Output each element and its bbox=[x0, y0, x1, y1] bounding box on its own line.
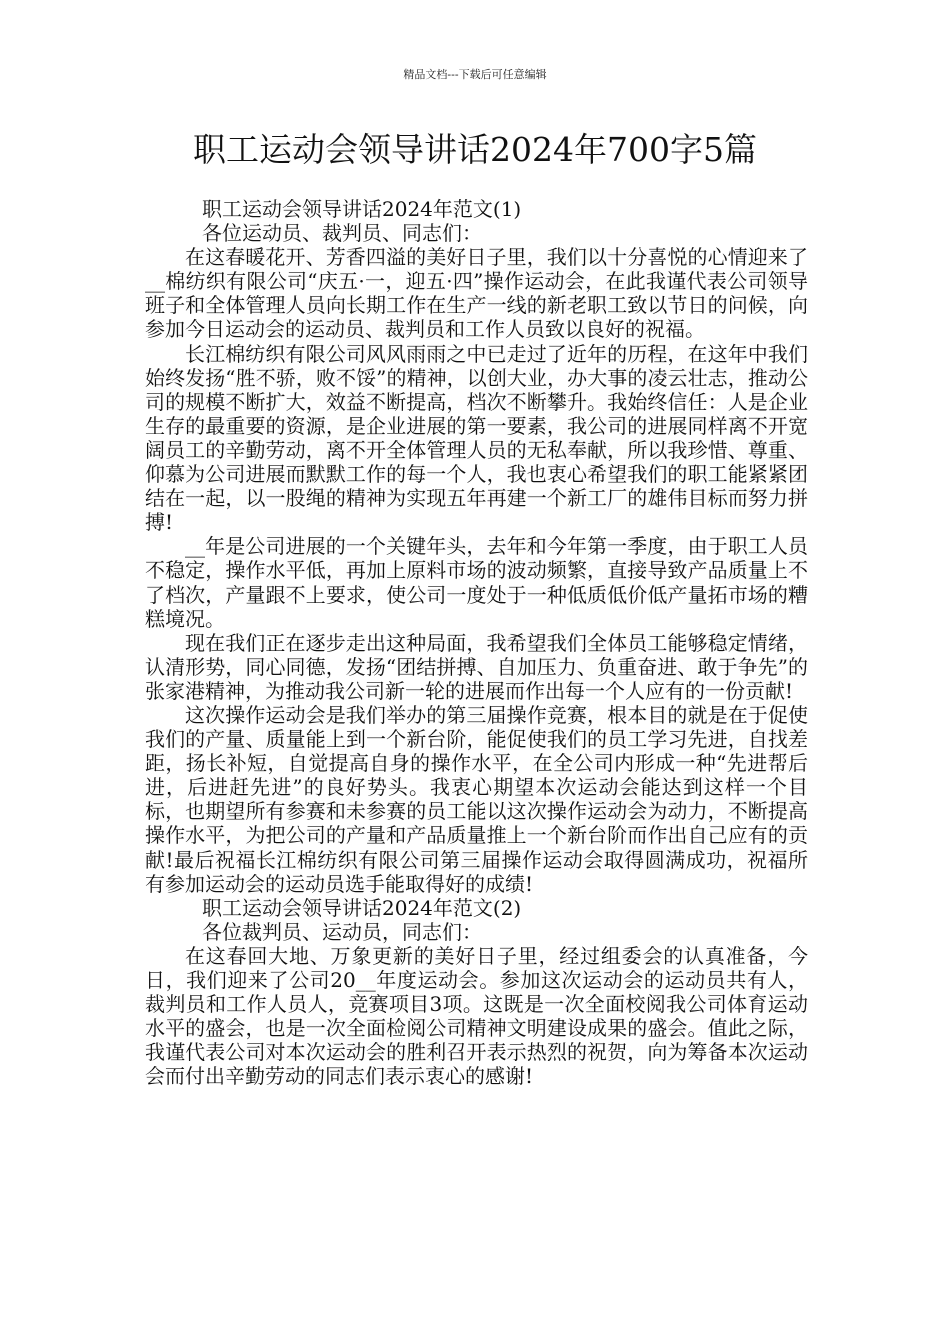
paragraph: 现在我们正在逐步走出这种局面，我希望我们全体员工能够稳定情绪，认清形势，同心同德，发扬“团结拼搏、自加压力、负重奋进、敢于争先”的张家港精神，为推动我公司新一轮的进展而作出每一个人应有的一份贡献! bbox=[145, 630, 808, 703]
document-body bbox=[145, 197, 808, 1088]
salutation: 各位裁判员、运动员，同志们： bbox=[202, 919, 482, 944]
section-heading: 职工运动会领导讲话2024年范文(2) bbox=[202, 895, 522, 920]
paragraph: 长江棉纺织有限公司风风雨雨之中已走过了近年的历程，在这年中我们始终发扬“胜不骄，败不馁”的精神，以创大业，办大事的凌云壮志，推动公司的规模不断扩大，效益不断提高，档次不断攀升。我始终信任：人是企业生存的最重要的资源，是企业进展的第一要素，我公司的进展同样离不开宽阔员工的辛勤劳动，离不开全体管理人员的无私奉献，所以我珍惜、尊重、仰慕为公司进展而默默工作的每一个人，我也衷心希望我们的职工能紧紧团结在一起，以一股绳的精神为实现五年再建一个新工厂的雄伟目标而努力拼搏! bbox=[145, 341, 808, 535]
page-header: 精品文档---下载后可任意编辑 bbox=[403, 68, 547, 81]
paragraph: 在这春回大地、万象更新的美好日子里，经过组委会的认真准备，今日，我们迎来了公司20__年度运动会。参加这次运动会的运动员共有人，裁判员和工作人员人，竞赛项目3项。这既是一次全面校阅我公司体育运动水平的盛会，也是一次全面检阅公司精神文明建设成果的盛会。值此之际，我谨代表公司对本次运动会的胜利召开表示热烈的祝贺，向为筹备本次运动会而付出辛勤劳动的同志们表示衷心的感谢! bbox=[145, 943, 808, 1089]
salutation: 各位运动员、裁判员、同志们： bbox=[202, 221, 482, 246]
paragraph: __年是公司进展的一个关键年头，去年和今年第一季度，由于职工人员不稳定，操作水平低，再加上原料市场的波动频繁，直接导致产品质量上不了档次，产量跟不上要求，使公司一度处于一种低质低价低产量拓市场的糟糕境况。 bbox=[145, 534, 808, 631]
paragraph: 在这春暖花开、芳香四溢的美好日子里，我们以十分喜悦的心情迎来了__棉纺织有限公司“庆五·一，迎五·四”操作运动会，在此我谨代表公司领导班子和全体管理人员向长期工作在生产一线的新老职工致以节日的问候，向参加今日运动会的运动员、裁判员和工作人员致以良好的祝福。 bbox=[145, 245, 808, 342]
section-heading: 职工运动会领导讲话2024年范文(1) bbox=[202, 197, 522, 221]
document-title: 职工运动会领导讲话2024年700字5篇 bbox=[193, 130, 757, 169]
paragraph: 这次操作运动会是我们举办的第三届操作竞赛，根本目的就是在于促使我们的产量、质量能上到一个新台阶，能促使我们的员工学习先进，自找差距，扬长补短，自觉提高自身的操作水平，在全公司内形成一种“先进帮后进，后进赶先进”的良好势头。我衷心期望本次运动会能达到这样一个目标，也期望所有参赛和未参赛的员工能以这次操作运动会为动力，不断提高操作水平，为把公司的产量和产品质量推上一个新台阶而作出自己应有的贡献!最后祝福长江棉纺织有限公司第三届操作运动会取得圆满成功，祝福所有参加运动会的运动员选手能取得好的成绩! bbox=[145, 702, 808, 896]
